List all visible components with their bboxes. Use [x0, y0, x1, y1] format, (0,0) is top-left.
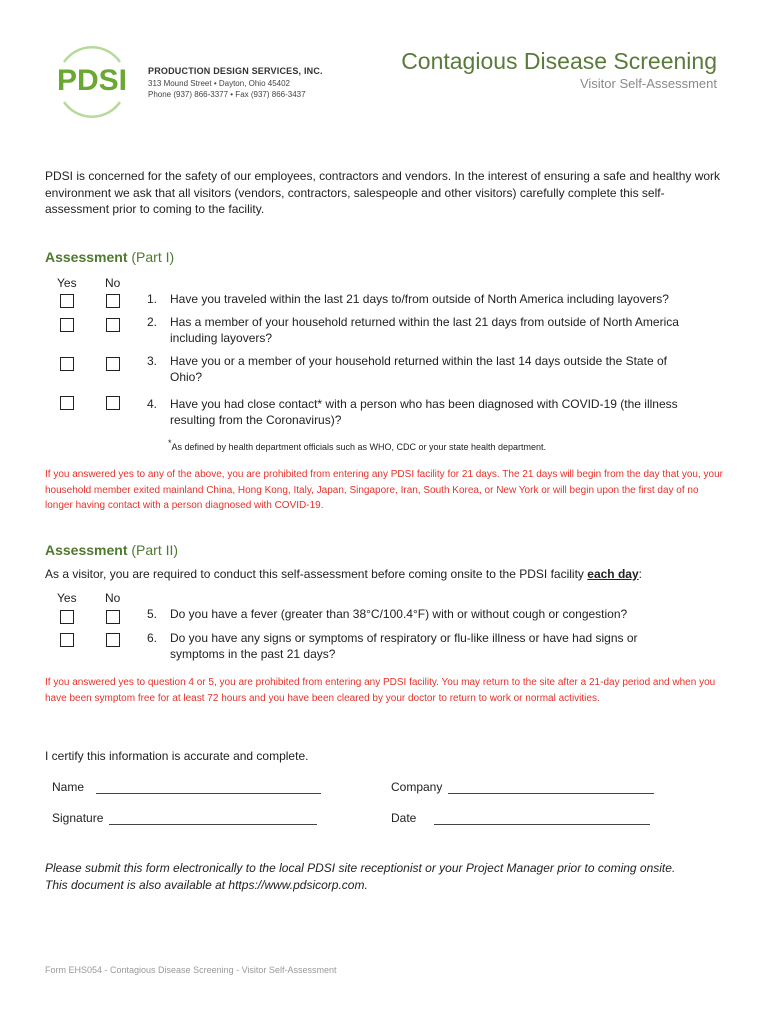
part2-label: (Part II)	[131, 542, 179, 558]
company-name: PRODUCTION DESIGN SERVICES, INC.	[148, 66, 323, 76]
part2-heading	[45, 542, 178, 558]
q2-yes-checkbox[interactable]	[60, 318, 74, 332]
part1-no-header: No	[105, 276, 121, 290]
signature-input-line[interactable]	[109, 814, 317, 825]
q4-yes-checkbox[interactable]	[60, 396, 74, 410]
question-2	[147, 314, 727, 348]
name-field	[52, 780, 321, 794]
question-text: Have you or a member of your household returned within the last 14 days outside the State of Ohio?	[170, 354, 667, 384]
part1-label: (Part I)	[131, 249, 175, 265]
part2-heading-label: Assessment	[45, 542, 128, 558]
question-number: 5.	[147, 607, 158, 621]
question-text: Do you have any signs or symptoms of respiratory or flu-like illness or have had signs or symptoms in the past 21 days?	[170, 631, 638, 661]
company-input-line[interactable]	[448, 783, 654, 794]
q1-no-checkbox[interactable]	[106, 294, 120, 308]
question-text: Do you have a fever (greater than 38°C/100.4°F) with or without cough or congestion?	[170, 607, 628, 621]
q5-no-checkbox[interactable]	[106, 610, 120, 624]
signature-field	[52, 811, 317, 825]
name-label: Name	[52, 780, 85, 794]
question-number: 2.	[147, 315, 158, 329]
footnote-text: As defined by health department officials such as WHO, CDC or your state health department.	[171, 442, 547, 452]
q2-no-checkbox[interactable]	[106, 318, 120, 332]
part2-yes-header: Yes	[57, 591, 77, 605]
page-title: Contagious Disease Screening	[401, 48, 717, 74]
part2-no-header: No	[105, 591, 121, 605]
q6-yes-checkbox[interactable]	[60, 633, 74, 647]
company-address: 313 Mound Street • Dayton, Ohio 45402	[148, 79, 291, 88]
signature-label: Signature	[52, 811, 104, 825]
part1-warning: If you answered yes to any of the above, you are prohibited from entering any PDSI facility for 21 days. The 21 days will begin from the day that you, your household member exited mainland China, Hong Kong, Italy, Japan, Singapore, Iran, South Korea, or New York or will begin upon the first day of no longer having contact with a person diagnosed with COVID-19.	[45, 469, 723, 511]
q3-yes-checkbox[interactable]	[60, 357, 74, 371]
company-field	[391, 780, 654, 794]
part2-intro-emphasis: each day	[587, 567, 639, 581]
part2-warning: If you answered yes to question 4 or 5, you are prohibited from entering any PDSI facility. You may return to the site after a 21-day period and when you have been symptom free for at least 72 hours and you have been cleared by your doctor to return to work or normal activities.	[45, 677, 716, 704]
question-text: Have you traveled within the last 21 days to/from outside of North America including layovers?	[170, 292, 669, 306]
date-label: Date	[391, 811, 417, 825]
intro-paragraph: PDSI is concerned for the safety of our employees, contractors and vendors. In the interest of ensuring a safe and healthy work environment we ask that all visitors (vendors, contractors, salespeople and other visitors) carefully complete this self-assessment prior to coming to the facility.	[45, 169, 721, 216]
certify-statement: I certify this information is accurate and complete.	[45, 749, 309, 763]
footnote-mark: *	[168, 438, 172, 448]
date-input-line[interactable]	[434, 814, 650, 825]
part1-heading-label: Assessment	[45, 249, 128, 265]
question-number: 3.	[147, 354, 158, 368]
question-number: 1.	[147, 292, 158, 306]
page-subtitle: Visitor Self-Assessment	[579, 76, 717, 91]
question-number: 4.	[147, 397, 158, 411]
question-3	[147, 353, 727, 387]
part2-intro	[45, 567, 642, 581]
q4-no-checkbox[interactable]	[106, 396, 120, 410]
company-label: Company	[391, 780, 443, 794]
question-6	[147, 630, 727, 664]
footnote	[168, 438, 546, 452]
closing-line-1: Please submit this form electronically to the local PDSI site receptionist or your Project Manager prior to coming onsite.	[45, 861, 676, 875]
closing-instructions	[45, 860, 735, 894]
form-footer: Form EHS054 - Contagious Disease Screening - Visitor Self-Assessment	[45, 965, 337, 975]
q6-no-checkbox[interactable]	[106, 633, 120, 647]
q5-yes-checkbox[interactable]	[60, 610, 74, 624]
pdsi-logo	[48, 44, 136, 118]
q3-no-checkbox[interactable]	[106, 357, 120, 371]
logo-text: PDSI	[56, 64, 128, 97]
closing-line-2: This document is also available at https://www.pdsicorp.com.	[45, 878, 368, 892]
question-4	[147, 396, 727, 430]
question-text: Have you had close contact* with a person who has been diagnosed with COVID-19 (the illness resulting from the Coronavirus)?	[170, 397, 678, 427]
part1-yes-header: Yes	[57, 276, 77, 290]
q1-yes-checkbox[interactable]	[60, 294, 74, 308]
company-phone: Phone (937) 866-3377 • Fax (937) 866-3437	[148, 90, 306, 99]
date-field	[391, 811, 650, 825]
part2-intro-end: :	[638, 567, 642, 581]
question-1	[147, 291, 727, 309]
question-text: Has a member of your household returned within the last 21 days from outside of North America including layovers?	[170, 315, 679, 345]
question-number: 6.	[147, 631, 158, 645]
part2-intro-text: As a visitor, you are required to conduct this self-assessment before coming onsite to the PDSI facility	[45, 567, 588, 581]
question-5	[147, 606, 727, 624]
name-input-line[interactable]	[96, 783, 321, 794]
part1-heading	[45, 249, 174, 265]
